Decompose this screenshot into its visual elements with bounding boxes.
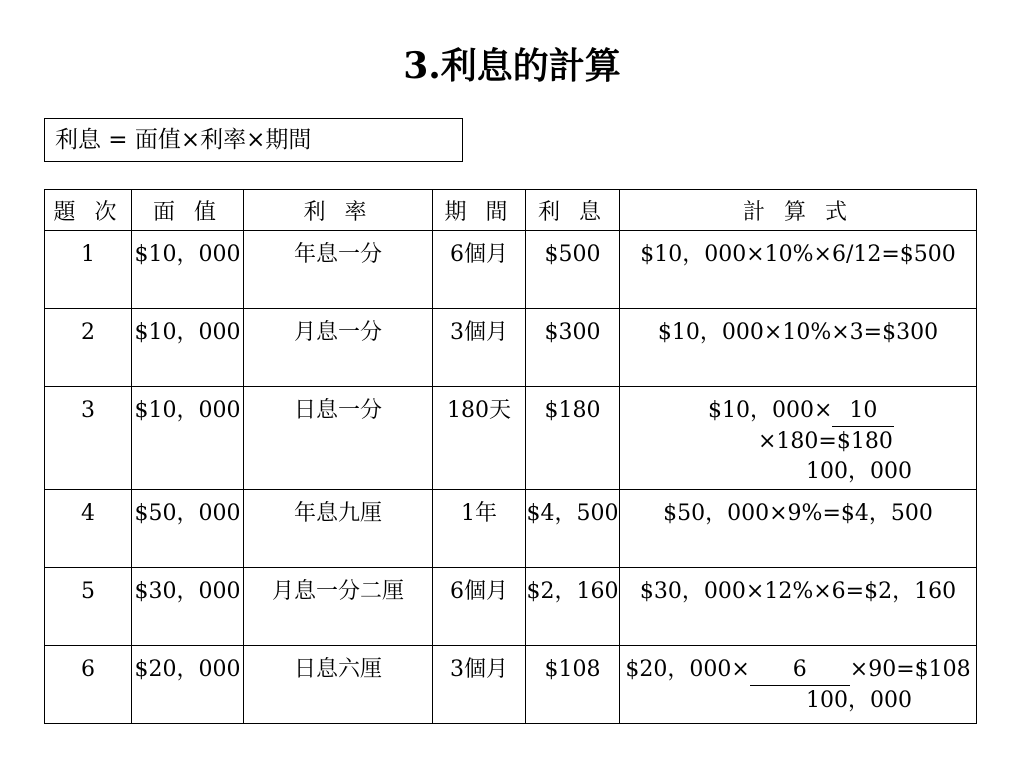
table-row [45, 490, 977, 568]
cell-interest: $180 [526, 387, 620, 490]
calc-prefix: $10，000× [708, 398, 833, 423]
cell-face: $10，000 [132, 231, 244, 309]
cell-calc: $10，000×10%×3=$300 [620, 309, 977, 387]
cell-calc [620, 387, 977, 490]
table-header-row [45, 190, 977, 231]
cell-calc [620, 646, 977, 724]
cell-calc: $30，000×12%×6=$2，160 [620, 568, 977, 646]
page-title: 3.利息的計算 [403, 45, 621, 87]
header-rate: 利 率 [244, 190, 433, 231]
fraction-denominator: 100，000 [806, 459, 912, 484]
header-calc: 計 算 式 [620, 190, 977, 231]
cell-interest: $300 [526, 309, 620, 387]
table-row [45, 387, 977, 490]
cell-rate: 年息九厘 [244, 490, 433, 568]
cell-face: $10，000 [132, 309, 244, 387]
cell-interest: $2，160 [526, 568, 620, 646]
header-interest: 利 息 [526, 190, 620, 231]
cell-period: 6個月 [433, 231, 526, 309]
cell-period: 180天 [433, 387, 526, 490]
fraction-numerator: 10 [832, 396, 894, 427]
cell-period: 6個月 [433, 568, 526, 646]
header-face: 面 值 [132, 190, 244, 231]
cell-interest: $500 [526, 231, 620, 309]
interest-table [44, 189, 977, 724]
formula-box: 利息 = 面值×利率×期間 [44, 118, 463, 162]
fraction-numerator: 6 [750, 655, 850, 686]
cell-face: $20，000 [132, 646, 244, 724]
cell-face: $30，000 [132, 568, 244, 646]
cell-face: $50，000 [132, 490, 244, 568]
calc-multiplier: ×180=$180 [758, 429, 893, 454]
table-row [45, 646, 977, 724]
calc-prefix: $20，000× [625, 657, 750, 682]
cell-rate: 月息一分 [244, 309, 433, 387]
cell-interest: $108 [526, 646, 620, 724]
cell-no: 5 [45, 568, 132, 646]
table-row [45, 231, 977, 309]
cell-rate: 年息一分 [244, 231, 433, 309]
cell-calc: $50，000×9%=$4，500 [620, 490, 977, 568]
cell-no: 2 [45, 309, 132, 387]
cell-rate: 日息一分 [244, 387, 433, 490]
fraction-denominator: 100，000 [806, 688, 912, 713]
calc-suffix: ×90=$108 [849, 657, 971, 682]
cell-face: $10，000 [132, 387, 244, 490]
cell-rate: 日息六厘 [244, 646, 433, 724]
cell-no: 3 [45, 387, 132, 490]
cell-calc: $10，000×10%×6/12=$500 [620, 231, 977, 309]
table-row [45, 309, 977, 387]
cell-no: 4 [45, 490, 132, 568]
table-row [45, 568, 977, 646]
header-period: 期 間 [433, 190, 526, 231]
cell-period: 3個月 [433, 646, 526, 724]
cell-interest: $4，500 [526, 490, 620, 568]
cell-rate: 月息一分二厘 [244, 568, 433, 646]
cell-no: 6 [45, 646, 132, 724]
cell-period: 1年 [433, 490, 526, 568]
cell-period: 3個月 [433, 309, 526, 387]
cell-no: 1 [45, 231, 132, 309]
header-no: 題 次 [45, 190, 132, 231]
